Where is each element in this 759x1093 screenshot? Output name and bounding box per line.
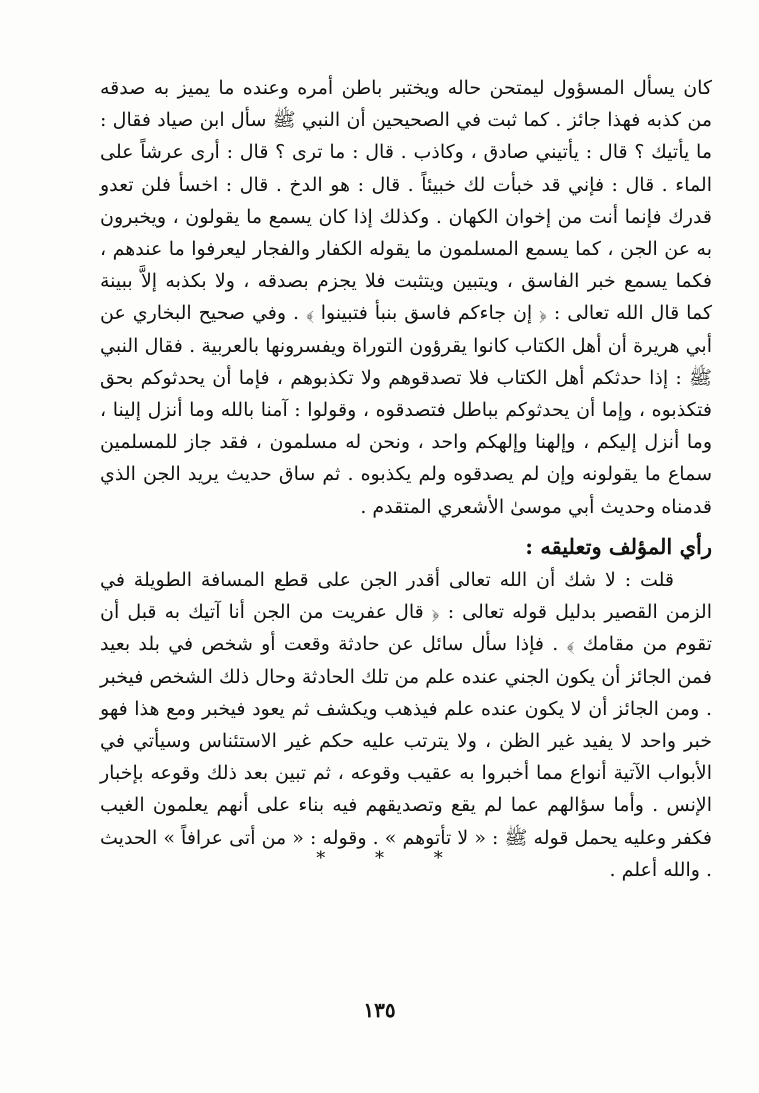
page-number: ١٣٥ <box>363 998 396 1022</box>
body-paragraph-2: قلت : لا شك أن الله تعالى أقدر الجن على قطع المسافة الطويلة في الزمن القصير بدليل قوله تعالى : ﴿ قال عفريت من الجن أنا آتيك به قبل أن تقوم من مقامك ﴾ . فإذا سأل سائل عن حادثة وقعت أو شخص في بلد بعيد فمن الجائز أن يكون الجني عنده علم من تلك الحادثة وحال ذلك الشخص فيخبر . ومن الجائز أن لا يكون عنده علم فيذهب ويكشف ثم يعود فيخبر ومع هذا فهو خبر واحد لا يفيد غير الظن ، ولا يترتب عليه حكم غير الاستئناس وسيأتي في الأبواب الآتية أنواع مما أخبروا به عقيب وقوعه ، ثم تبين بعد ذلك وقوعه بإخبار الإنس . وأما سؤالهم عما لم يقع وتصديقهم فيه بناء على أنهم يعلمون الغيب فكفر وعليه يحمل قوله ﷺ : « لا تأتوهم » . وقوله : « من أتى عرافاً » الحديث . والله أعلم . <box>100 569 712 881</box>
asterism-separator: * * * <box>316 848 465 869</box>
body-paragraph-1: كان يسأل المسؤول ليمتحن حاله ويختبر باطن أمره وعنده ما يميز به صدقه من كذبه فهذا جائز . كما ثبت في الصحيحين أن النبي ﷺ سأل ابن صياد فقال : ما يأتيك ؟ قال : يأتيني صادق ، وكاذب . قال : ما ترى ؟ قال : أرى عرشاً على الماء . قال : فإني قد خبأت لك خبيئاً . قال : هو الدخ . قال : اخسأ فلن تعدو قدرك فإنما أنت من إخوان الكهان . وكذلك إذا كان يسمع ما يقولون ، ويخبرون به عن الجن ، كما يسمع المسلمون ما يقوله الكفار والفجار ليعرفوا ما عندهم ، فكما يسمع خبر الفاسق ، ويتبين ويتثبت فلا يجزم بصدقه ، ولا بكذبه إلاَّ ببينة كما قال الله تعالى : ﴿ إن جاءكم فاسق بنبأ فتبينوا ﴾ . وفي صحيح البخاري عن أبي هريرة أن أهل الكتاب كانوا يقرؤون التوراة ويفسرونها بالعربية . فقال النبي ﷺ : إذا حدثكم أهل الكتاب فلا تصدقوهم ولا تكذبوهم ، فإما أن يحدثوكم بحق فتكذبوه ، وإما أن يحدثوكم بباطل فتصدقوه ، وقولوا : آمنا بالله وما أنزل إلينا ، وما أنزل إليكم ، وإلهنا وإلهكم واحد ، ونحن له مسلمون ، فقد جاز للمسلمين سماع ما يقولونه وإن لم يصدقوه ولم يكذبوه . ثم ساق حديث يريد الجن الذي قدمناه وحديث أبي موسىٰ الأشعري المتقدم . <box>100 77 712 518</box>
section-heading: رأي المؤلف وتعليقه : <box>525 534 712 559</box>
